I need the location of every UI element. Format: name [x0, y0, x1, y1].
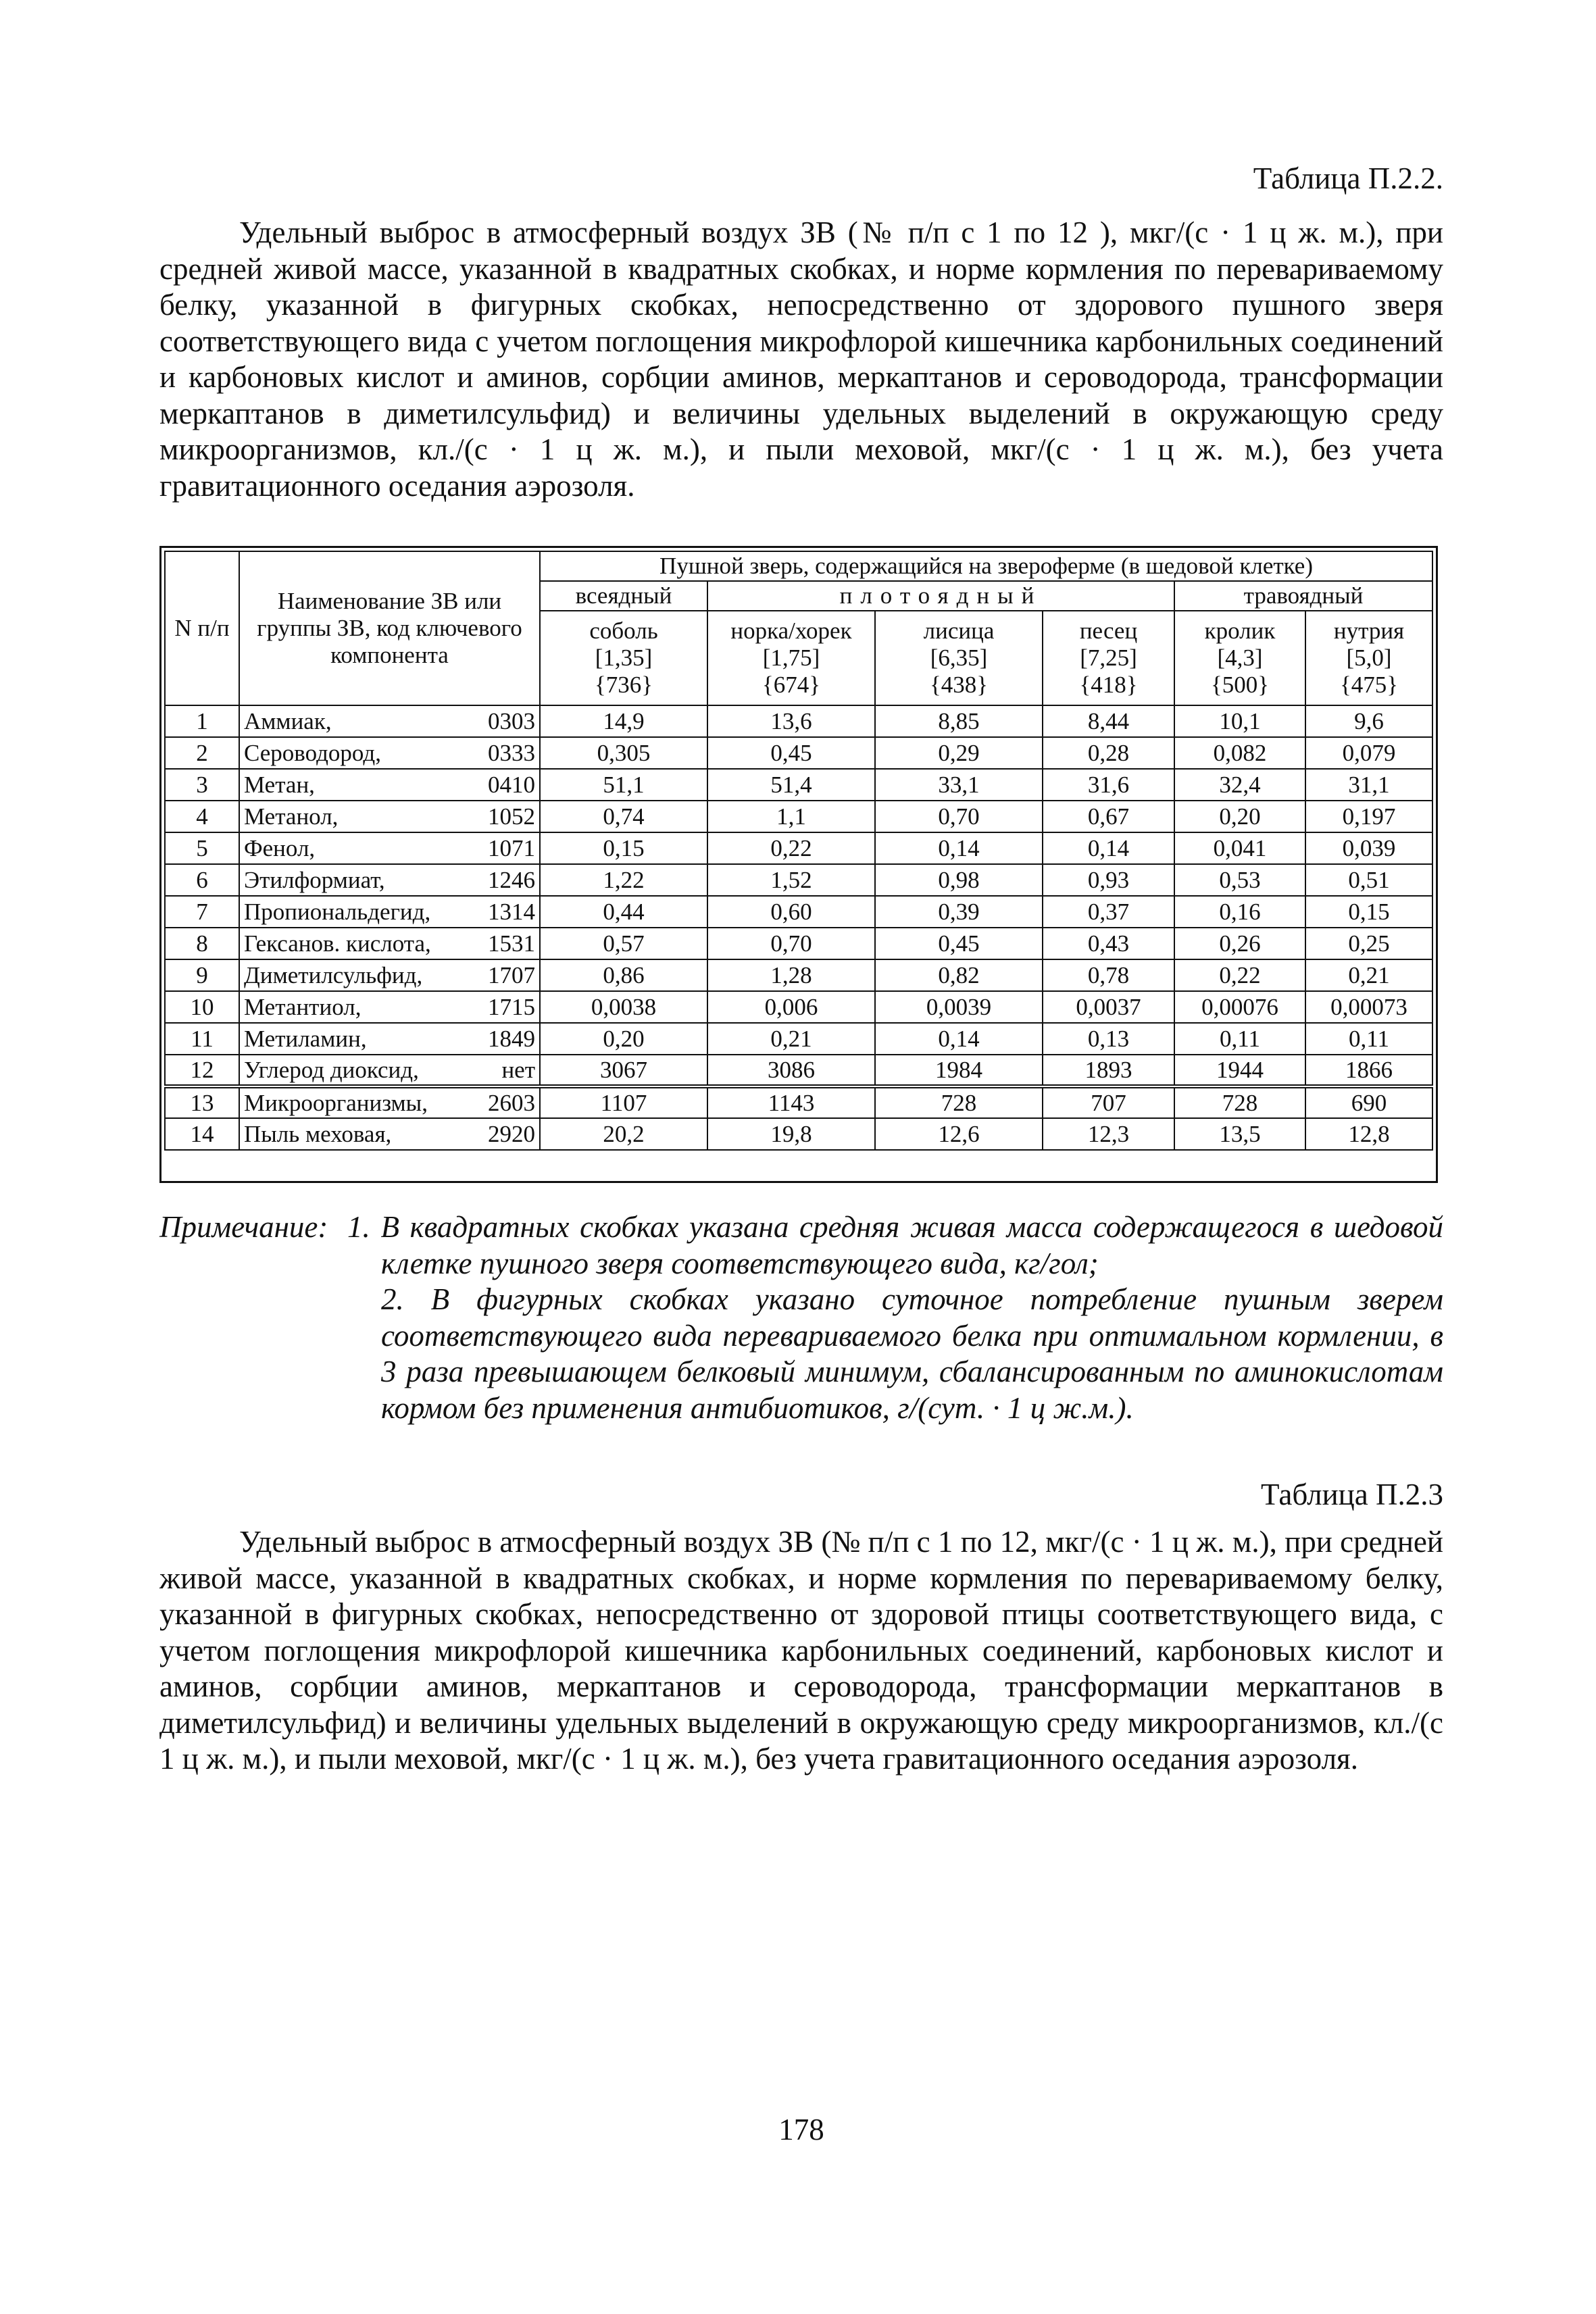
value-cell: 20,2	[540, 1118, 707, 1150]
row-num: 1	[165, 705, 239, 737]
value-cell: 51,4	[707, 769, 875, 801]
value-cell: 0,082	[1174, 737, 1305, 769]
row-substance	[239, 1086, 540, 1118]
row-num: 5	[165, 832, 239, 864]
row-num: 2	[165, 737, 239, 769]
value-cell: 0,22	[1174, 959, 1305, 991]
row-substance	[239, 801, 540, 832]
value-cell: 1,22	[540, 864, 707, 896]
value-cell: 0,37	[1043, 896, 1174, 928]
value-cell: 14,9	[540, 705, 707, 737]
value-cell: 3086	[707, 1055, 875, 1086]
table-row	[165, 959, 1432, 991]
row-substance	[239, 1023, 540, 1055]
substance-name: Гексанов. кислота,	[244, 930, 431, 957]
value-cell: 0,21	[1305, 959, 1432, 991]
value-cell: 0,44	[540, 896, 707, 928]
table-row	[165, 1023, 1432, 1055]
row-substance	[239, 928, 540, 959]
substance-name: Пропиональдегид,	[244, 898, 431, 925]
row-num: 12	[165, 1055, 239, 1086]
value-cell: 31,6	[1043, 769, 1174, 801]
table-row	[165, 991, 1432, 1023]
page-number: 178	[778, 2113, 824, 2146]
header-group: Пушной зверь, содержащийся на звероферме (в шедовой клетке)	[540, 551, 1432, 581]
value-cell: 0,13	[1043, 1023, 1174, 1055]
row-num: 8	[165, 928, 239, 959]
table-body	[165, 705, 1432, 1150]
value-cell: 51,1	[540, 769, 707, 801]
value-cell: 0,11	[1305, 1023, 1432, 1055]
value-cell: 31,1	[1305, 769, 1432, 801]
value-cell: 707	[1043, 1086, 1174, 1118]
value-cell: 728	[875, 1086, 1043, 1118]
row-num: 3	[165, 769, 239, 801]
value-cell: 1,52	[707, 864, 875, 896]
value-cell: 0,15	[540, 832, 707, 864]
value-cell: 12,6	[875, 1118, 1043, 1150]
value-cell: 0,29	[875, 737, 1043, 769]
row-substance	[239, 864, 540, 896]
table-intro-paragraph: Удельный выброс в атмосферный воздух ЗВ (№ п/п с 1 по 12 ), мкг/(с · 1 ц ж. м.), при средней живой массе, указанной в квадратных скобках, и норме кормления по перевариваемому белку, указанной в фигурных скобках, непосредственно от здорового пушного зверя соответствующего вида с учетом поглощения микрофлорой кишечника карбонильных соединений и карбоновых кислот и аминов, сорбции аминов, меркаптанов и сероводорода, трансформации меркаптанов в диметилсульфид) и величины удельных выделений в окружающую среду микроорганизмов, кл./(с · 1 ц ж. м.), и пыли меховой, мкг/(с · 1 ц ж. м.), без учета гравитационного оседания аэрозоля.	[159, 216, 1443, 503]
value-cell: 0,305	[540, 737, 707, 769]
value-cell: 1143	[707, 1086, 875, 1118]
row-substance	[239, 705, 540, 737]
value-cell: 0,51	[1305, 864, 1432, 896]
value-cell: 0,14	[875, 1023, 1043, 1055]
value-cell: 0,006	[707, 991, 875, 1023]
header-diet-carnivore: плотоядный	[707, 581, 1174, 611]
value-cell: 3067	[540, 1055, 707, 1086]
substance-name: Этилформиат,	[244, 866, 385, 893]
substance-name: Пыль меховая,	[244, 1120, 392, 1147]
value-cell: 0,45	[875, 928, 1043, 959]
substance-name: Метиламин,	[244, 1025, 367, 1052]
row-num: 4	[165, 801, 239, 832]
row-substance	[239, 769, 540, 801]
header-animal: норка/хорек [1,75] {674}	[707, 611, 875, 705]
table-row	[165, 705, 1432, 737]
header-diet-omnivore: всеядный	[540, 581, 707, 611]
value-cell: 1,28	[707, 959, 875, 991]
value-cell: 1984	[875, 1055, 1043, 1086]
value-cell: 0,45	[707, 737, 875, 769]
notes-label: Примечание:	[159, 1210, 328, 1244]
value-cell: 0,20	[540, 1023, 707, 1055]
value-cell: 0,93	[1043, 864, 1174, 896]
substance-code: 1246	[488, 866, 535, 893]
value-cell: 1944	[1174, 1055, 1305, 1086]
substance-code: 1715	[488, 993, 535, 1020]
row-substance	[239, 1118, 540, 1150]
value-cell: 8,85	[875, 705, 1043, 737]
substance-code: 1052	[488, 803, 535, 830]
substance-name: Метантиол,	[244, 993, 361, 1020]
value-cell: 0,14	[1043, 832, 1174, 864]
substance-name: Аммиак,	[244, 707, 332, 734]
value-cell: 0,0039	[875, 991, 1043, 1023]
header-animal: соболь [1,35] {736}	[540, 611, 707, 705]
substance-name: Метан,	[244, 771, 315, 798]
value-cell: 0,14	[875, 832, 1043, 864]
value-cell: 0,0038	[540, 991, 707, 1023]
row-num: 13	[165, 1086, 239, 1118]
substance-code: 0410	[488, 771, 535, 798]
substance-name: Фенол,	[244, 834, 316, 861]
row-substance	[239, 959, 540, 991]
value-cell: 0,041	[1174, 832, 1305, 864]
value-cell: 1,1	[707, 801, 875, 832]
value-cell: 19,8	[707, 1118, 875, 1150]
table-intro-paragraph-2: Удельный выброс в атмосферный воздух ЗВ (№ п/п с 1 по 12, мкг/(с · 1 ц ж. м.), при средней живой массе, указанной в квадратных скобках, и норме кормления по перевариваемому белку, указанной в фигурных скобках, непосредственно от здоровой птицы соответствующего вида, с учетом поглощения микрофлорой кишечника карбонильных соединений, карбоновых кислот и аминов, сорбции аминов, меркаптанов и сероводорода, трансформации меркаптанов в диметилсульфид) и величины удельных выделений в окружающую среду микроорганизмов, кл./(с 1 ц ж. м.), и пыли меховой, мкг/(с · 1 ц ж. м.), без учета гравитационного оседания аэрозоля.	[159, 1525, 1443, 1776]
value-cell: 690	[1305, 1086, 1432, 1118]
table-row	[165, 1086, 1432, 1118]
substance-code: 0333	[488, 739, 535, 766]
value-cell: 0,21	[707, 1023, 875, 1055]
row-num: 11	[165, 1023, 239, 1055]
substance-code: нет	[501, 1056, 535, 1083]
value-cell: 0,00073	[1305, 991, 1432, 1023]
value-cell: 0,74	[540, 801, 707, 832]
value-cell: 32,4	[1174, 769, 1305, 801]
row-substance	[239, 896, 540, 928]
header-animal: кролик [4,3] {500}	[1174, 611, 1305, 705]
value-cell: 33,1	[875, 769, 1043, 801]
value-cell: 0,39	[875, 896, 1043, 928]
header-num: N п/п	[165, 551, 239, 705]
value-cell: 8,44	[1043, 705, 1174, 737]
table-row	[165, 864, 1432, 896]
value-cell: 0,197	[1305, 801, 1432, 832]
value-cell: 9,6	[1305, 705, 1432, 737]
value-cell: 13,6	[707, 705, 875, 737]
table-label-p22: Таблица П.2.2.	[1253, 161, 1443, 195]
value-cell: 0,78	[1043, 959, 1174, 991]
value-cell: 13,5	[1174, 1118, 1305, 1150]
table-row	[165, 769, 1432, 801]
row-substance	[239, 1055, 540, 1086]
table-row	[165, 896, 1432, 928]
value-cell: 0,67	[1043, 801, 1174, 832]
row-num: 9	[165, 959, 239, 991]
value-cell: 0,98	[875, 864, 1043, 896]
value-cell: 0,86	[540, 959, 707, 991]
row-substance	[239, 832, 540, 864]
substance-code: 0303	[488, 707, 535, 734]
value-cell: 0,079	[1305, 737, 1432, 769]
header-name: Наименование ЗВ или группы ЗВ, код ключевого компонента	[239, 551, 540, 705]
value-cell: 1107	[540, 1086, 707, 1118]
table-row	[165, 1118, 1432, 1150]
substance-name: Метанол,	[244, 803, 339, 830]
value-cell: 1893	[1043, 1055, 1174, 1086]
substance-code: 1071	[488, 834, 535, 861]
table-row	[165, 1055, 1432, 1086]
substance-code: 1849	[488, 1025, 535, 1052]
value-cell: 12,3	[1043, 1118, 1174, 1150]
value-cell: 0,70	[875, 801, 1043, 832]
value-cell: 10,1	[1174, 705, 1305, 737]
header-animal: лисица [6,35] {438}	[875, 611, 1043, 705]
header-animal: нутрия [5,0] {475}	[1305, 611, 1432, 705]
value-cell: 0,82	[875, 959, 1043, 991]
substance-name: Микроорганизмы,	[244, 1089, 428, 1116]
row-substance	[239, 991, 540, 1023]
value-cell: 0,00076	[1174, 991, 1305, 1023]
substance-code: 1707	[488, 961, 535, 988]
value-cell: 0,53	[1174, 864, 1305, 896]
table-row	[165, 801, 1432, 832]
value-cell: 0,22	[707, 832, 875, 864]
value-cell: 1866	[1305, 1055, 1432, 1086]
value-cell: 0,16	[1174, 896, 1305, 928]
header-diet-herbivore: травоядный	[1174, 581, 1432, 611]
substance-name: Углерод диоксид,	[244, 1056, 419, 1083]
value-cell: 12,8	[1305, 1118, 1432, 1150]
value-cell: 0,43	[1043, 928, 1174, 959]
emissions-table	[164, 551, 1433, 1151]
table-row	[165, 737, 1432, 769]
substance-name: Сероводород,	[244, 739, 381, 766]
note-item-2: 2. В фигурных скобках указано суточное потребление пушным зверем соответствующего вида перевариваемого белка при оптимальном кормлении, в 3 раза превышающем белковый минимум, сбалансированным по аминокислотам кормом без применения антибиотиков, г/(сут. · 1 ц ж.м.).	[381, 1282, 1443, 1425]
substance-name: Диметилсульфид,	[244, 961, 423, 988]
table-row	[165, 928, 1432, 959]
row-num: 7	[165, 896, 239, 928]
value-cell: 0,25	[1305, 928, 1432, 959]
value-cell: 0,28	[1043, 737, 1174, 769]
value-cell: 728	[1174, 1086, 1305, 1118]
header-animal: песец [7,25] {418}	[1043, 611, 1174, 705]
substance-code: 1314	[488, 898, 535, 925]
table-label-p23: Таблица П.2.3	[1261, 1478, 1443, 1511]
value-cell: 0,0037	[1043, 991, 1174, 1023]
emissions-table-frame	[159, 546, 1438, 1183]
table-row	[165, 832, 1432, 864]
value-cell: 0,70	[707, 928, 875, 959]
row-substance	[239, 737, 540, 769]
substance-code: 2920	[488, 1120, 535, 1147]
substance-code: 1531	[488, 930, 535, 957]
value-cell: 0,26	[1174, 928, 1305, 959]
row-num: 14	[165, 1118, 239, 1150]
substance-code: 2603	[488, 1089, 535, 1116]
value-cell: 0,15	[1305, 896, 1432, 928]
note-item-1: 1. В квадратных скобках указана средняя живая масса содержащегося в шедовой клетке пушного зверя соответствующего вида, кг/гол;	[347, 1210, 1443, 1280]
value-cell: 0,20	[1174, 801, 1305, 832]
row-num: 10	[165, 991, 239, 1023]
value-cell: 0,57	[540, 928, 707, 959]
value-cell: 0,11	[1174, 1023, 1305, 1055]
row-num: 6	[165, 864, 239, 896]
value-cell: 0,60	[707, 896, 875, 928]
value-cell: 0,039	[1305, 832, 1432, 864]
